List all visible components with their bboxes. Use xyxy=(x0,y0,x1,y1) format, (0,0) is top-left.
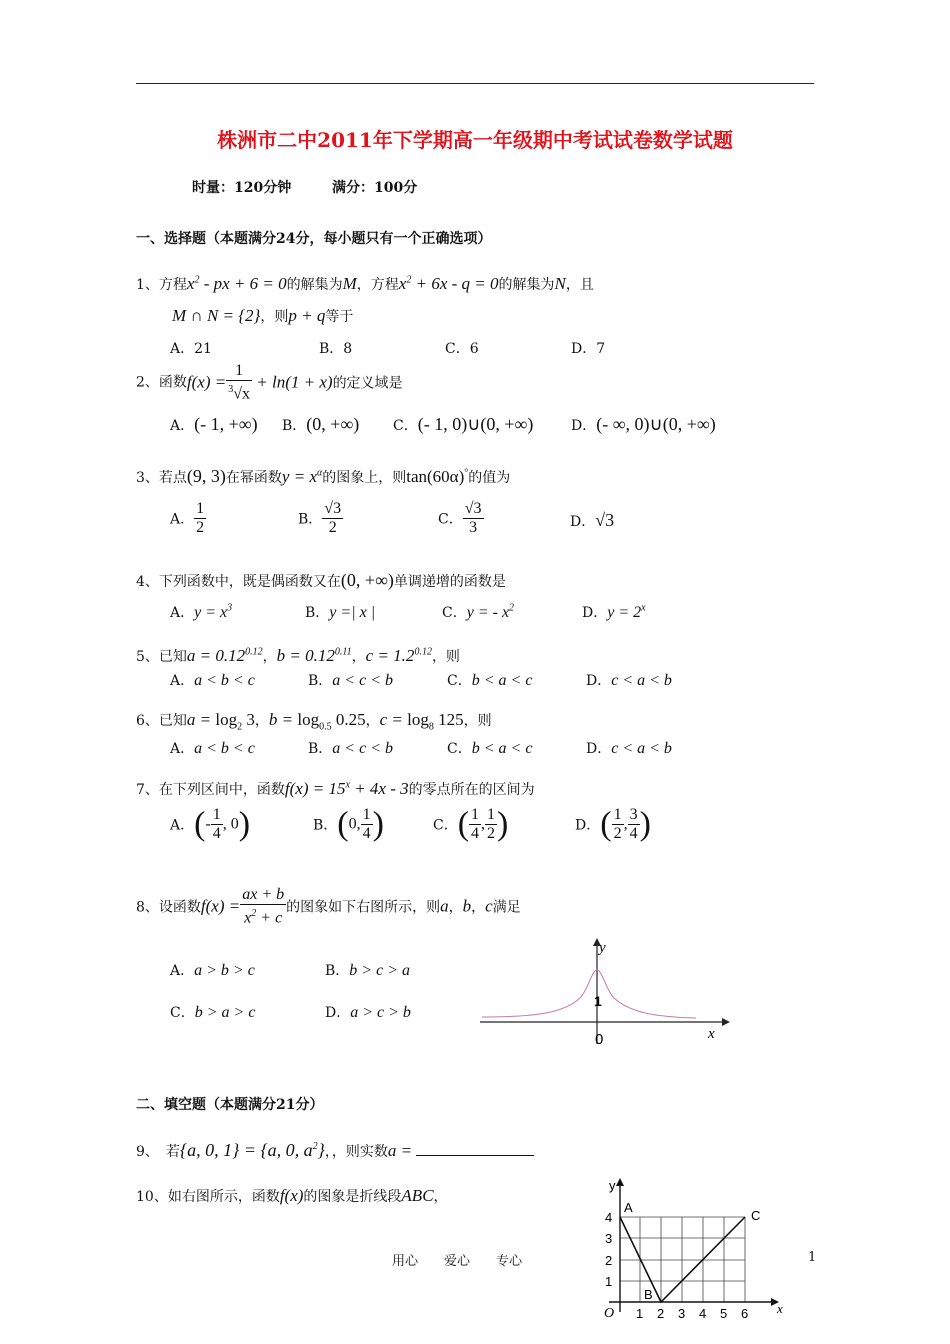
question-6: 6、已知$a = \log_2 3$，$b = \log_{0.5} 0.25$，$c = \log_8 125$，则 xyxy=(136,710,492,733)
q8-option-b: B．b > c > a xyxy=(325,962,410,979)
q8-tick-one: 1 xyxy=(594,993,602,1009)
q10-xtick-2: 2 xyxy=(657,1306,665,1321)
q10-ytick-2: 2 xyxy=(605,1253,613,1268)
q7-option-d: D．( $\frac{1}{2}$ , $\frac{3}{4}$ ) xyxy=(575,805,651,843)
page-number: 1 xyxy=(808,1250,817,1265)
q4-option-d: D．$y = 2^x$ xyxy=(582,602,646,621)
question-8: 8、设函数f(x) = $\frac{ax + b}{x^2 + c}$ 的图象如下右图所示，则a，b，c满足 xyxy=(136,886,521,927)
q8-x-label: x xyxy=(708,1026,715,1042)
q10-point-b: B xyxy=(644,1287,653,1302)
question-1-line2: M ∩ N = {2}，则p + q等于 xyxy=(172,306,354,325)
q5-option-c: C．b < a < c xyxy=(447,672,533,689)
q8-origin-label: 0 xyxy=(595,1031,604,1048)
question-7: 7、在下列区间中，函数$f(x) = 15^x + 4x - 3$的零点所在的区间为 xyxy=(136,779,535,798)
q6-option-c: C．b < a < c xyxy=(447,740,533,757)
q5-option-b: B．a < c < b xyxy=(308,672,393,689)
question-4: 4、下列函数中，既是偶函数又在(0, +∞)单调递增的函数是 xyxy=(136,570,506,590)
q8-function-graph xyxy=(470,932,740,1052)
q6-option-b: B．a < c < b xyxy=(308,740,393,757)
q2-option-d: D．(- ∞, 0)∪(0, +∞) xyxy=(571,414,716,434)
q6-option-a: A．a < b < c xyxy=(170,740,255,757)
q10-origin-label: O xyxy=(604,1306,615,1321)
q8-y-label: y xyxy=(599,940,606,956)
question-1: 1、方程$x^2$ - px + 6 = 0的解集为M，方程$x^2 + 6x - q = 0$的解集为N，且 xyxy=(136,274,594,293)
q2-option-a: A．(- 1, +∞) xyxy=(170,414,258,434)
q8-x-arrow xyxy=(722,1018,730,1026)
q1-option-a: A．21 xyxy=(170,341,212,357)
question-9: 9、 若{a, 0, 1} = {a, 0, $a^2$}，，则实数a = xyxy=(136,1140,534,1161)
q10-polyline-abc xyxy=(620,1217,745,1302)
page-title: 株洲市二中2011年下学期高一年级期中考试试卷数学试题 xyxy=(217,128,733,152)
q10-ytick-3: 3 xyxy=(605,1231,613,1246)
q10-point-a: A xyxy=(624,1200,633,1215)
q8-curve xyxy=(482,970,696,1018)
header-rule xyxy=(136,83,814,84)
q3-option-d: D．√3 xyxy=(570,510,615,530)
q1-option-c: C．6 xyxy=(445,341,479,357)
question-5: 5、已知$a = 0.12^{0.12}$，$b = 0.12^{0.11}$，$c = 1.2^{0.12}$，则 xyxy=(136,646,460,665)
q3-option-b: B． $\frac{√3}{2}$ xyxy=(298,500,342,536)
footer-motto: 用心 爱心 专心 xyxy=(392,1254,523,1269)
q7-option-a: A．(- $\frac{1}{4}$ , 0) xyxy=(170,805,251,843)
q8-option-a: A．a > b > c xyxy=(170,962,255,979)
section-choice-heading: 一、选择题（本题满分24分，每小题只有一个正确选项） xyxy=(136,231,492,247)
q10-y-arrow xyxy=(616,1178,624,1186)
q10-xtick-4: 4 xyxy=(699,1306,707,1321)
q10-x-label: x xyxy=(777,1301,783,1316)
q4-option-a: A．$y = x^3$ xyxy=(170,602,233,621)
q1-option-d: D．7 xyxy=(571,341,606,357)
q10-function-graph xyxy=(595,1172,795,1337)
q8-option-d: D．a > c > b xyxy=(325,1004,411,1021)
question-10: 10、如右图所示，函数f(x)的图象是折线段ABC， xyxy=(136,1186,448,1205)
q10-xtick-1: 1 xyxy=(636,1306,644,1321)
q2-option-c: C．(- 1, 0)∪(0, +∞) xyxy=(393,414,534,434)
q4-option-b: B．y =| x | xyxy=(305,604,376,621)
question-2: 2、函数f(x) = $\frac{1}{^3√x}$ + ln(1 + x)的定义域是 xyxy=(136,362,403,403)
q7-option-c: C．( $\frac{1}{4}$ , $\frac{1}{2}$ ) xyxy=(433,805,509,843)
q5-option-d: D．c < a < b xyxy=(586,672,672,689)
question-3: 3、若点(9, 3)在幂函数$y = x^\alpha$的图象上，则tan(60α)°的值为 xyxy=(136,466,511,486)
q5-option-a: A．a < b < c xyxy=(170,672,255,689)
q4-option-c: C．y = - $x^2$ xyxy=(442,602,515,621)
q6-option-d: D．c < a < b xyxy=(586,740,672,757)
q10-point-c: C xyxy=(751,1208,761,1223)
q9-answer-blank[interactable] xyxy=(416,1141,534,1156)
q1-option-b: B．8 xyxy=(319,341,353,357)
q7-option-b: B．(0, $\frac{1}{4}$ ) xyxy=(313,805,384,843)
q10-ytick-4: 4 xyxy=(605,1210,613,1225)
q3-option-c: C． $\frac{√3}{3}$ xyxy=(438,500,482,536)
q10-xtick-5: 5 xyxy=(720,1306,728,1321)
exam-score: 满分：100分 xyxy=(332,180,418,196)
q8-option-c: C．b > a > c xyxy=(170,1004,256,1021)
exam-time: 时量：120分钟 xyxy=(192,180,292,196)
q10-xtick-3: 3 xyxy=(678,1306,686,1321)
q10-xtick-6: 6 xyxy=(741,1306,749,1321)
q10-ytick-1: 1 xyxy=(605,1274,613,1289)
q3-option-a: A． $\frac{1}{2}$ xyxy=(170,500,205,536)
section-fill-heading: 二、填空题（本题满分21分） xyxy=(136,1097,324,1113)
q10-y-label: y xyxy=(609,1178,616,1193)
q2-option-b: B．(0, +∞) xyxy=(282,414,360,434)
